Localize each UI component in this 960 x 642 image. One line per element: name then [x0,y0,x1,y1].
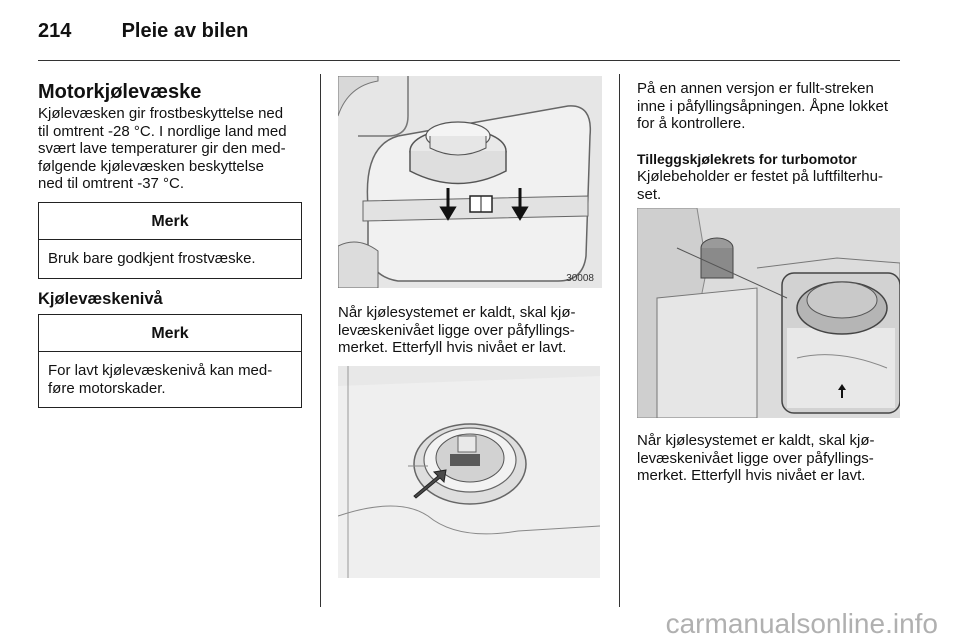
middle-column-text [338,304,608,357]
note-body: Bruk bare godkjent frostvæske. [48,250,256,267]
left-column [38,80,308,193]
header-rule [38,60,900,61]
turbo-coolant-level-paragraph: Når kjølesystemet er kaldt, skal kjø- levæskenivået ligge over påfyllings- merket. Etterfyll hvis nivået er lavt. [637,432,875,484]
note-title: Merk [39,315,301,352]
column-divider-1 [320,74,321,607]
turbo-reservoir-drawing [637,208,900,418]
figure-number: 30008 [566,273,594,284]
fill-line-paragraph: På en annen versjon er fullt-streken inne i påfyllingsåpningen. Åpne lokket for å kontrollere. [637,80,889,132]
intro-paragraph: Kjølevæsken gir frostbeskyttelse ned til omtrent -28 °C. I nordlige land med svært lave temperaturer gir den med- følgende kjølevæsken beskyttelse ned til omtrent -37 °C. [38,105,287,192]
filler-neck-illustration [338,366,600,578]
turbo-circuit-heading: Tilleggskjølekrets for turbomotor [637,150,857,167]
page-number: 214 [38,20,72,42]
filler-neck-drawing [338,366,600,578]
note-box-level [38,314,302,408]
right-column-text [637,80,907,203]
main-heading: Motorkjølevæske [38,81,202,103]
watermark: carmanualsonline.info [665,608,938,639]
reservoir-location-paragraph: Kjølebeholder er festet på luftfilterhu- set. [637,168,883,203]
right-column-bottom-text [637,432,907,485]
page-header [38,20,248,43]
coolant-level-paragraph: Når kjølesystemet er kaldt, skal kjø- levæskenivået ligge over påfyllings- merket. Etterfyll hvis nivået er lavt. [338,304,576,356]
coolant-level-heading: Kjølevæskenivå [38,290,163,308]
column-divider-2 [619,74,620,607]
section-title: Pleie av bilen [121,20,249,42]
reservoir-drawing [338,76,602,288]
note-box-frost [38,202,302,279]
note-body: For lavt kjølevæskenivå kan med- føre motorskader. [48,362,273,397]
note-title: Merk [39,203,301,240]
turbo-reservoir-illustration [637,208,900,418]
coolant-reservoir-illustration [338,76,602,288]
